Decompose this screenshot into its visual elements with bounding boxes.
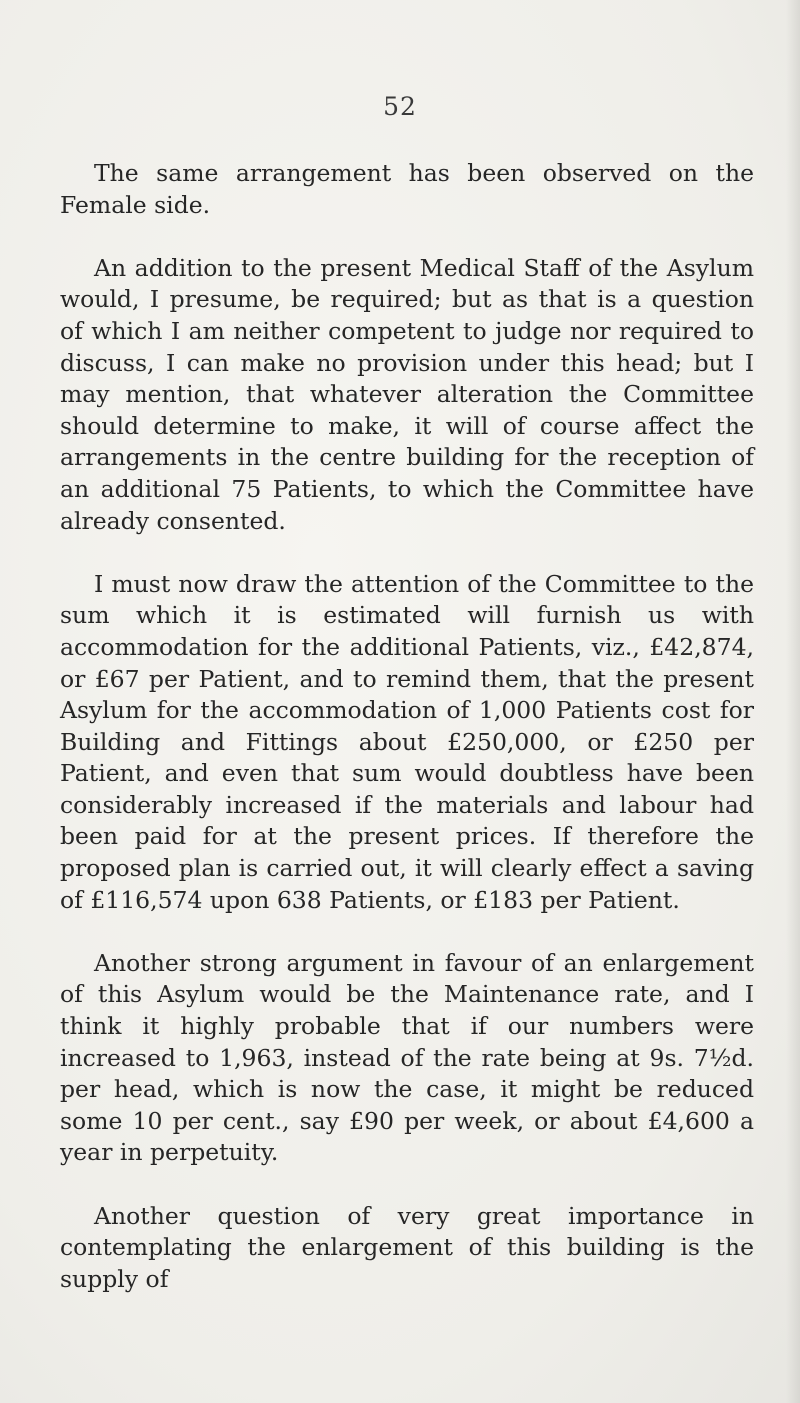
page-edge-shadow (786, 0, 800, 1403)
paragraph-cost-estimate: I must now draw the attention of the Committee to the sum which it is estimated will furnish us with accommodation for the additional Patients, viz., £42,874, or £67 per Patient, and to remind them, that the present Asylum for the accommodation of 1,000 Patients cost for Building and Fittings about £250,000, or £250 per Patient, and even that sum would doubtless have been considerably increased if the materials and labour had been paid for at the present prices. If therefore the proposed plan is carried out, it will clearly effect a saving of £116,574 upon 638 Patients, or £183 per Patient. (60, 569, 754, 914)
paragraph-maintenance-rate: Another strong argument in favour of an enlargement of this Asylum would be the Maintenance rate, and I think it highly probable that if our numbers were increased to 1,963, instead of the rate being at 9s. 7½d. per head, which is now the case, it might be reduced some 10 per cent., say £90 per week, or about £4,600 a year in perpetuity. (60, 948, 754, 1167)
page-number: 52 (383, 92, 417, 121)
body-text (60, 158, 754, 1327)
paragraph-supply-question: Another question of very great importance in contemplating the enlargement of this building is the supply of (60, 1201, 754, 1293)
paragraph-female-side: The same arrangement has been observed on the Female side. (60, 159, 754, 219)
paragraph-medical-staff: An addition to the present Medical Staff of the Asylum would, I presume, be required; but as that is a question of which I am neither competent to judge nor required to discuss, I can make no provision under this head; but I may mention, that whatever alteration the Committee should determine to make, it will of course affect the arrangements in the centre building for the reception of an additional 75 Patients, to which the Committee have already consented. (60, 253, 754, 535)
